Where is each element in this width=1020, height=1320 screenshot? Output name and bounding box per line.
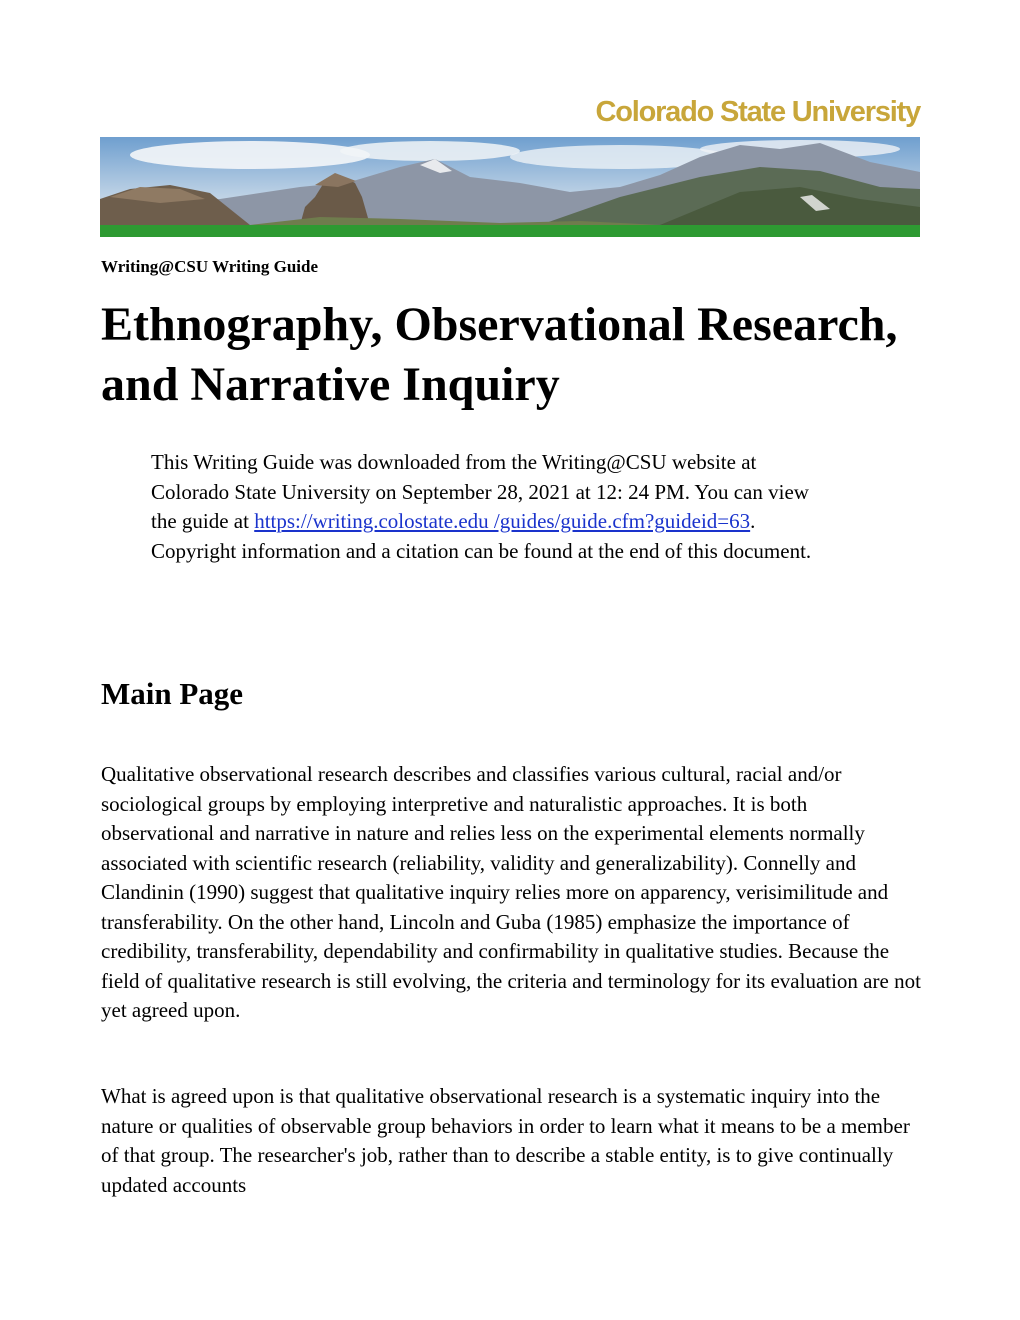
guide-url-link[interactable]: https://writing.colostate.edu /guides/guide.cfm?guideid=63 (254, 509, 751, 533)
header-divider-bar (100, 225, 920, 237)
section-heading: Main Page (101, 676, 244, 711)
notice-text-after: . Copyright information and a citation can be found at the end of this document. (151, 509, 812, 563)
body-paragraph: Qualitative observational research describes and classifies various cultural, racial and/or sociological groups by employing interpretive and naturalistic approaches. It is both observational and narrative in nature and relies less on the experimental elements normally associated with scientific research (reliability, validity and generalizability). Connelly and Clandinin (1990) suggest that qualitative inquiry relies more on apparency, verisimilitude and transferability. On the other hand, Lincoln and Guba (1985) emphasize the importance of credibility, transferability, dependability and confirmability in qualitative studies. Because the field of qualitative research is still evolving, the criteria and terminology for its evaluation are not yet agreed upon. (101, 762, 921, 1022)
document-kicker: Writing@CSU Writing Guide (101, 257, 319, 276)
csu-logo: Colorado State University (595, 96, 920, 128)
document-title: Ethnography, Observational Research, and Narrative Inquiry (101, 298, 898, 411)
notice-text-before: This Writing Guide was downloaded from the Writing@CSU website at Colorado State University on September 28, 2021 at 12: 24 PM. You can view the guide at (151, 450, 809, 533)
download-notice (151, 448, 831, 566)
body-paragraph: What is agreed upon is that qualitative observational research is a systematic inquiry into the nature or qualities of observable group behaviors in order to learn what it means to be a member of that group. The researcher's job, rather than to describe a stable entity, is to give continually updated accounts (101, 1084, 910, 1197)
mountain-landscape-image (100, 137, 920, 225)
